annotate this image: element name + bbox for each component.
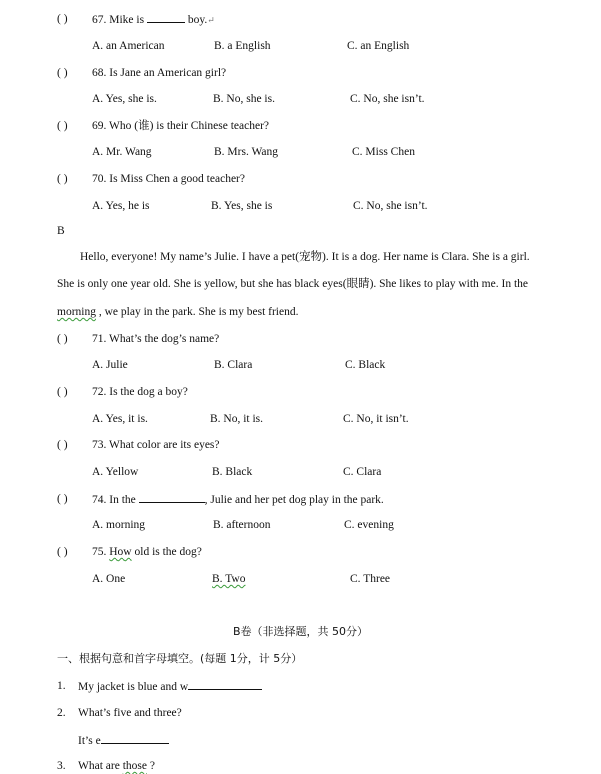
option-a: A. Yes, she is. xyxy=(92,93,157,105)
option-c: C. No, she isn’t. xyxy=(353,200,428,212)
options-75 xyxy=(0,571,601,587)
question-text: 68. Is Jane an American girl? xyxy=(92,67,227,79)
answer-parens: ( ) xyxy=(57,546,68,558)
answer-blank[interactable] xyxy=(147,11,185,23)
option-a: A. Yes, it is. xyxy=(92,413,148,425)
fill-item-1: 1. My jacket is blue and w xyxy=(0,678,601,694)
answer-parens: ( ) xyxy=(57,493,68,505)
options-69 xyxy=(0,144,601,160)
option-b: B. Mrs. Wang xyxy=(214,146,279,158)
options-68 xyxy=(0,91,601,107)
option-c: C. Miss Chen xyxy=(352,146,415,158)
options-67 xyxy=(0,38,601,54)
juan-b-title: B卷（非选择题，共 50分） xyxy=(232,625,369,638)
passage-word-morning: morning xyxy=(57,306,96,318)
question-text: 72. Is the dog a boy? xyxy=(92,386,188,398)
option-a: A. Yellow xyxy=(92,466,139,478)
option-b: B. No, she is. xyxy=(213,93,275,105)
question-text: 73. What color are its eyes? xyxy=(92,439,220,451)
option-a: A. Julie xyxy=(92,359,128,371)
answer-parens: ( ) xyxy=(57,13,68,25)
answer-parens: ( ) xyxy=(57,386,68,398)
option-b: B. No, it is. xyxy=(210,413,264,425)
option-a: A. Yes, he is xyxy=(92,200,150,212)
option-c: C. Clara xyxy=(343,466,382,478)
option-a: A. Mr. Wang xyxy=(92,146,152,158)
answer-parens: ( ) xyxy=(57,173,68,185)
question-text: 70. Is Miss Chen a good teacher? xyxy=(92,173,245,185)
fill-item-2-answer: It’s e xyxy=(0,732,601,748)
option-b: B. Yes, she is xyxy=(211,200,273,212)
options-70 xyxy=(0,198,601,214)
question-text: 74. In the xyxy=(92,494,139,506)
answer-blank[interactable] xyxy=(101,732,169,744)
answer-parens: ( ) xyxy=(57,67,68,79)
answer-parens: ( ) xyxy=(57,120,68,132)
question-text: 67. Mike is xyxy=(92,14,147,26)
option-c: C. Black xyxy=(345,359,386,371)
answer-parens: ( ) xyxy=(57,333,68,345)
question-72 xyxy=(0,384,601,400)
question-word-how: How xyxy=(109,546,132,558)
answer-blank[interactable] xyxy=(139,491,205,503)
question-text: 69. Who (谁) is their Chinese teacher? xyxy=(92,120,270,132)
option-b: B. afternoon xyxy=(213,519,271,531)
option-c: C. Three xyxy=(350,573,391,585)
option-c: C. No, she isn’t. xyxy=(350,93,425,105)
answer-parens: ( ) xyxy=(57,439,68,451)
question-74 xyxy=(0,491,601,507)
option-b: B. Clara xyxy=(214,359,253,371)
options-72 xyxy=(0,411,601,427)
option-b: B. Two xyxy=(212,573,246,585)
option-a: A. morning xyxy=(92,519,146,531)
question-68 xyxy=(0,65,601,81)
question-69 xyxy=(0,118,601,134)
question-text-end: boy. xyxy=(187,14,208,26)
answer-blank[interactable] xyxy=(188,678,262,690)
question-text: old is the dog? xyxy=(131,546,202,558)
passage-line-1: Hello, everyone! My name’s Julie. I have a pet(宠物). It is a dog. Her name is Clara. She is a girl. xyxy=(80,251,530,263)
question-70 xyxy=(0,171,601,187)
question-text-end: , Julie and her pet dog play in the park. xyxy=(204,494,384,506)
question-text: 71. What’s the dog’s name? xyxy=(92,333,220,345)
option-c: C. evening xyxy=(344,519,394,531)
fill-item-2: 2. What’s five and three? xyxy=(57,707,182,719)
part-1-title: 一、根据句意和首字母填空。(每题 1分，计 5分） xyxy=(57,652,303,665)
question-67: ( ) 67. Mike is boy.↵ xyxy=(57,13,215,26)
option-b: B. a English xyxy=(214,40,271,52)
fill-item-3: 3. What are those ? xyxy=(57,760,155,772)
option-a: A. an American xyxy=(92,40,165,52)
passage-line-2: She is only one year old. She is yellow, but she has black eyes(眼睛). She likes to play with me. In the xyxy=(57,278,528,290)
option-a: A. One xyxy=(92,573,126,585)
section-b-label: B xyxy=(57,225,65,237)
question-73 xyxy=(0,437,601,453)
option-b: B. Black xyxy=(212,466,253,478)
passage-line-3: morning , we play in the park. She is my best friend. xyxy=(57,306,299,318)
question-71 xyxy=(0,331,601,347)
options-71 xyxy=(0,357,601,373)
options-74 xyxy=(0,517,601,533)
option-c: C. No, it isn’t. xyxy=(343,413,409,425)
option-c: C. an English xyxy=(347,40,410,52)
question-75: ( ) 75. How old is the dog? xyxy=(57,546,202,558)
options-73 xyxy=(0,464,601,480)
